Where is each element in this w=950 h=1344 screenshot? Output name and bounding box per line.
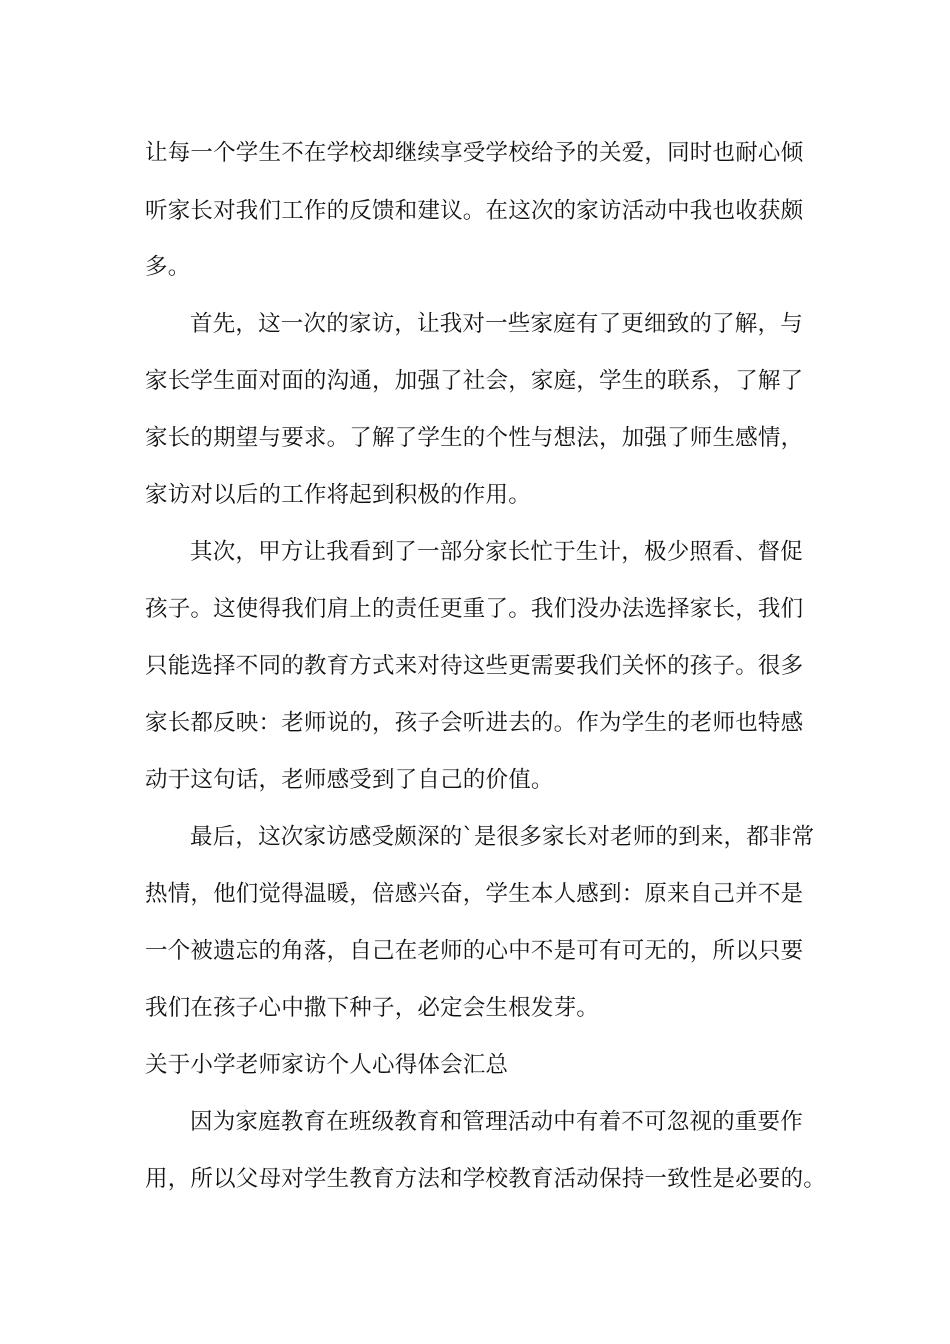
paragraph-line: 孩子。这使得我们肩上的责任更重了。我们没办法选择家长，我们 bbox=[145, 596, 804, 622]
paragraph-line: 用，所以父母对学生教育方法和学校教育活动保持一致性是必要的。 bbox=[145, 1166, 827, 1192]
paragraph-line: 听家长对我们工作的反馈和建议。在这次的家访活动中我也收获颇 bbox=[145, 198, 804, 224]
paragraph-line: 多。 bbox=[145, 254, 191, 280]
paragraph-line: 其次，甲方让我看到了一部分家长忙于生计，极少照看、督促 bbox=[190, 539, 803, 565]
paragraph-line: 只能选择不同的教育方式来对待这些更需要我们关怀的孩子。很多 bbox=[145, 653, 804, 679]
paragraph-line: 家长的期望与要求。了解了学生的个性与想法，加强了师生感情， bbox=[145, 425, 804, 451]
paragraph-line: 一个被遗忘的角落，自己在老师的心中不是可有可无的，所以只要 bbox=[145, 938, 804, 964]
paragraph-line: 让每一个学生不在学校却继续享受学校给予的关爱，同时也耐心倾 bbox=[145, 140, 804, 166]
paragraph-line: 热情，他们觉得温暖，倍感兴奋，学生本人感到：原来自己并不是 bbox=[145, 881, 804, 907]
paragraph-line: 家长都反映：老师说的，孩子会听进去的。作为学生的老师也特感 bbox=[145, 710, 804, 736]
paragraph-line: 最后，这次家访感受颇深的`是很多家长对老师的到来，都非常 bbox=[190, 824, 815, 850]
paragraph-line: 家长学生面对面的沟通，加强了社会，家庭，学生的联系，了解了 bbox=[145, 368, 804, 394]
paragraph-line: 动于这句话，老师感受到了自己的价值。 bbox=[145, 767, 554, 793]
paragraph-line: 家访对以后的工作将起到积极的作用。 bbox=[145, 482, 531, 508]
paragraph-line: 首先，这一次的家访，让我对一些家庭有了更细致的了解，与 bbox=[190, 311, 803, 337]
paragraph-line: 我们在孩子心中撒下种子，必定会生根发芽。 bbox=[145, 995, 600, 1021]
section-heading: 关于小学老师家访个人心得体会汇总 bbox=[145, 1052, 509, 1078]
paragraph-line: 因为家庭教育在班级教育和管理活动中有着不可忽视的重要作 bbox=[190, 1109, 803, 1135]
